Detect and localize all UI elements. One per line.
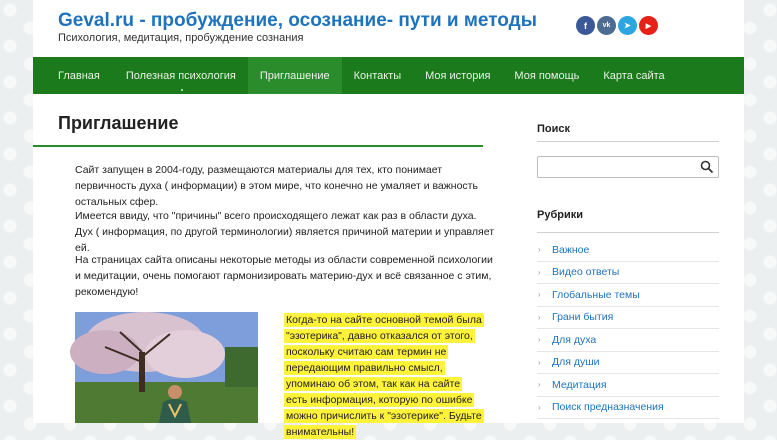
page-container bbox=[33, 0, 744, 438]
category-item[interactable] bbox=[537, 262, 719, 285]
title-divider bbox=[33, 145, 483, 147]
chevron-right-icon: › bbox=[538, 312, 541, 322]
category-item[interactable] bbox=[537, 329, 719, 352]
chevron-right-icon: › bbox=[538, 290, 541, 300]
category-label: Грани бытия bbox=[552, 311, 614, 324]
chevron-right-icon: › bbox=[538, 380, 541, 390]
social-links bbox=[576, 16, 658, 35]
methods-paragraph: На страницах сайта описаны некоторые методы из области современной психологии и медитации, очень помогают гармонизировать материю-дух и всё связанное с этим, рекомендую! bbox=[75, 254, 493, 298]
youtube-icon[interactable]: ▶ bbox=[639, 16, 658, 35]
category-item[interactable] bbox=[537, 284, 719, 307]
telegram-icon[interactable]: ➤ bbox=[618, 16, 637, 35]
nav-item-home[interactable]: Главная bbox=[58, 69, 100, 82]
search-heading-divider bbox=[537, 141, 719, 142]
photo-illustration bbox=[75, 312, 258, 423]
category-item[interactable] bbox=[537, 352, 719, 375]
vk-icon[interactable]: vk bbox=[597, 16, 616, 35]
spirit-paragraph: Имеется ввиду, что "причины" всего происходящего лежат как раз в области духа. Дух ( информация, по другой терминологии) является причиной материи и управляет ей. bbox=[75, 210, 495, 254]
chevron-right-icon: › bbox=[538, 245, 541, 255]
main-navigation bbox=[33, 57, 744, 94]
search-heading: Поиск bbox=[537, 123, 571, 135]
search-box bbox=[537, 156, 719, 178]
author-photo bbox=[75, 312, 258, 423]
chevron-right-icon: › bbox=[538, 267, 541, 277]
category-label: Видео ответы bbox=[552, 266, 620, 279]
category-label: Для души bbox=[552, 356, 600, 369]
facebook-icon[interactable]: f bbox=[576, 16, 595, 35]
category-item[interactable] bbox=[537, 374, 719, 397]
categories-heading-divider bbox=[537, 232, 719, 233]
chevron-right-icon: › bbox=[538, 357, 541, 367]
categories-heading: Рубрики bbox=[537, 209, 583, 221]
intro-paragraph: Сайт запущен в 2004-году, размещаются материалы для тех, кто понимает первичность духа ( информации) в этом мире, что конечно не умаляет и важность остальных сфер. bbox=[75, 164, 478, 208]
category-label: Медитация bbox=[552, 378, 607, 391]
submenu-indicator-icon bbox=[181, 89, 183, 91]
nav-item-sitemap[interactable]: Карта сайта bbox=[603, 69, 665, 82]
category-label: Глобальные темы bbox=[552, 288, 640, 301]
nav-item-my-story[interactable]: Моя история bbox=[425, 69, 491, 82]
nav-item-psychology[interactable] bbox=[114, 57, 248, 94]
nav-item-invitation[interactable]: Приглашение bbox=[248, 57, 342, 94]
esoterics-note bbox=[284, 312, 484, 440]
nav-item-my-help[interactable]: Моя помощь bbox=[514, 69, 580, 82]
category-item[interactable] bbox=[537, 239, 719, 262]
chevron-right-icon: › bbox=[538, 402, 541, 412]
chevron-right-icon: › bbox=[538, 335, 541, 345]
search-icon[interactable] bbox=[700, 160, 714, 174]
category-item[interactable] bbox=[537, 307, 719, 330]
main-content bbox=[33, 94, 495, 438]
category-item[interactable] bbox=[537, 397, 719, 420]
categories-list bbox=[537, 239, 719, 419]
nav-item-contacts[interactable]: Контакты bbox=[353, 69, 402, 82]
category-label: Поиск предназначения bbox=[552, 401, 664, 414]
nav-item-psychology-label: Полезная психология bbox=[125, 69, 236, 82]
site-description: Психология, медитация, пробуждение сознания bbox=[58, 32, 304, 44]
site-title[interactable]: Geval.ru - пробуждение, осознание- пути и методы bbox=[58, 10, 537, 31]
search-input[interactable] bbox=[542, 159, 692, 175]
esoterics-note-text: Когда-то на сайте основной темой была "эзотерика", давно отказался от этого, поскольку считаю сам термин не передающим правильно смысл, упоминаю об этом, так как на сайте есть информация, которую по ошибке можно причислить к "эзотерике". Будьте внимательны! bbox=[286, 314, 482, 438]
category-label: Важное bbox=[552, 243, 590, 256]
page-title: Приглашение bbox=[58, 113, 179, 133]
category-label: Для духа bbox=[552, 333, 597, 346]
